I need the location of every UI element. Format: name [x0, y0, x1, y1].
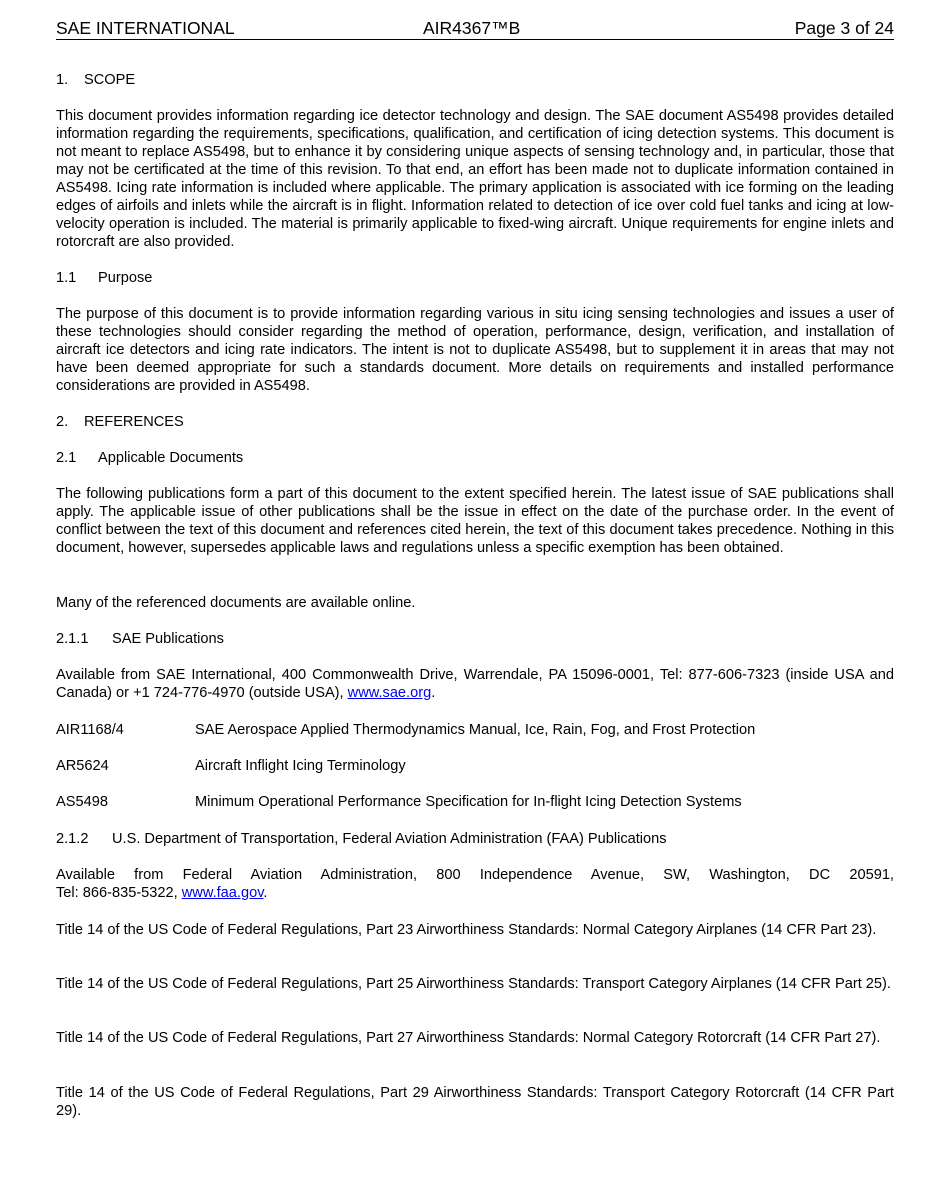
cfr-reference: Title 14 of the US Code of Federal Regulations, Part 23 Airworthiness Standards: Normal Category Airplanes (14 CFR Part 23).: [56, 922, 877, 938]
section-number: 2.1.1: [56, 631, 89, 647]
header-org: SAE INTERNATIONAL: [56, 18, 235, 38]
reference-title: Aircraft Inflight Icing Terminology: [195, 758, 406, 774]
section-number: 2.1.2: [56, 831, 89, 847]
period: .: [263, 885, 268, 901]
header-page-number: Page 3 of 24: [794, 18, 894, 38]
reference-title: SAE Aerospace Applied Thermodynamics Manual, Ice, Rain, Fog, and Frost Protection: [195, 722, 756, 738]
section-heading-scope: [56, 71, 894, 89]
period: .: [431, 685, 436, 701]
sae-availability-text: Available from SAE International, 400 Commonwealth Drive, Warrendale, PA 15096-0001, Tel: 877-606-7323 (inside USA and Canada) or +1 724-776-4970 (outside USA),: [56, 667, 894, 701]
cfr-reference: Title 14 of the US Code of Federal Regulations, Part 27 Airworthiness Standards: Normal Category Rotorcraft (14 CFR Part 27).: [56, 1030, 881, 1046]
online-note: Many of the referenced documents are available online.: [56, 595, 416, 611]
cfr-reference: Title 14 of the US Code of Federal Regulations, Part 25 Airworthiness Standards: Transport Category Airplanes (14 CFR Part 25).: [56, 976, 891, 992]
section-title: SAE Publications: [112, 631, 224, 647]
faa-website-link[interactable]: www.faa.gov: [181, 885, 264, 901]
reference-row: [56, 793, 894, 811]
cfr-reference: Title 14 of the US Code of Federal Regulations, Part 29 Airworthiness Standards: Transport Category Rotorcraft (14 CFR Part 29).: [56, 1085, 894, 1119]
header-doc-id: AIR4367™B: [423, 18, 521, 38]
section-title: Applicable Documents: [98, 450, 244, 466]
section-heading-references: [56, 413, 894, 431]
section-number: 1.: [56, 72, 69, 88]
section-title: SCOPE: [84, 72, 136, 88]
section-heading-applicable-documents: [56, 449, 894, 467]
section-title: Purpose: [98, 270, 153, 286]
reference-row: [56, 721, 894, 739]
page-header: [56, 15, 894, 40]
faa-availability-line2: [56, 884, 894, 902]
reference-id: AR5624: [56, 758, 109, 774]
reference-id: AIR1168/4: [56, 722, 124, 738]
faa-availability-line1: Available from Federal Aviation Administration, 800 Independence Avenue, SW, Washington, DC 20591,: [56, 867, 894, 883]
section-heading-faa-publications: [56, 830, 894, 848]
scope-paragraph: This document provides information regarding ice detector technology and design. The SAE document AS5498 provides detailed information regarding the requirements, specifications, qualification, and certification of icing detection systems. This document is not meant to replace AS5498, but to enhance it by considering unique aspects of sensing technology and, in particular, those that may not be certificated at the time of this revision. To that end, an effort has been made not to duplicate information contained in AS5498. Icing rate information is included where applicable. The primary application is associated with ice forming on the leading edges of airfoils and inlets while the aircraft is in flight. Information related to detection of ice over cold fuel tanks and icing at low-velocity operation is included. The material is primarily applicable to fixed-wing aircraft. Unique requirements for engine inlets and rotorcraft are also provided.: [56, 108, 894, 250]
purpose-paragraph: The purpose of this document is to provide information regarding various in situ icing sensing technologies and issues a user of these technologies should consider regarding the method of operation, performance, design, verification, and installation of aircraft ice detectors and icing rate indicators. The intent is not to duplicate AS5498, but to supplement it in areas that may not have been deemed appropriate for such a standards document. More details on requirements and installed performance considerations are provided in AS5498.: [56, 306, 894, 394]
section-heading-purpose: [56, 269, 894, 287]
reference-title: Minimum Operational Performance Specification for In-flight Icing Detection Systems: [195, 794, 742, 810]
applicable-documents-paragraph: The following publications form a part of this document to the extent specified herein. The latest issue of SAE publications shall apply. The applicable issue of other publications shall be the issue in effect on the date of the purchase order. In the event of conflict between the text of this document and references cited herein, the text of this document takes precedence. Nothing in this document, however, supersedes applicable laws and regulations unless a specific exemption has been obtained.: [56, 486, 894, 556]
sae-availability-paragraph: [56, 666, 894, 702]
section-number: 2.: [56, 414, 69, 430]
section-title: U.S. Department of Transportation, Federal Aviation Administration (FAA) Publications: [112, 831, 667, 847]
section-title: REFERENCES: [84, 414, 184, 430]
section-number: 1.1: [56, 270, 77, 286]
faa-phone-text: Tel: 866-835-5322,: [56, 885, 182, 901]
sae-website-link[interactable]: www.sae.org: [347, 685, 432, 701]
reference-id: AS5498: [56, 794, 108, 810]
section-heading-sae-publications: [56, 630, 894, 648]
reference-row: [56, 757, 894, 775]
section-number: 2.1: [56, 450, 77, 466]
